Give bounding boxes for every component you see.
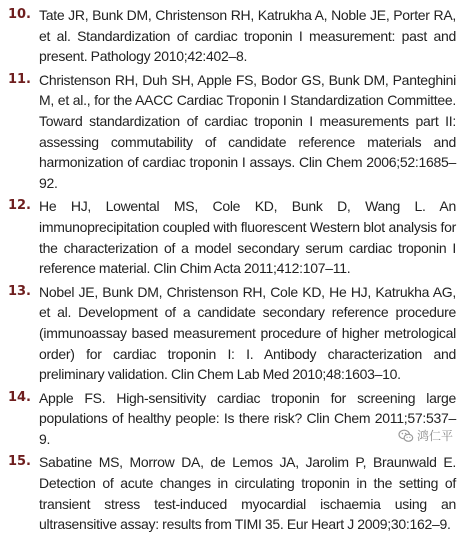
reference-item <box>4 388 456 450</box>
watermark <box>396 427 455 444</box>
reference-text: He HJ, Lowental MS, Cole KD, Bunk D, Wang L. An immunoprecipitation coupled with fluorescent Western blot analysis for the characterization of a model secondary serum cardiac troponin I reference material. Clin Chim Acta 2011;412:107–11. <box>39 198 456 277</box>
reference-item <box>4 282 456 385</box>
reference-text: Christenson RH, Duh SH, Apple FS, Bodor GS, Bunk DM, Panteghini M, et al., for the AACC Cardiac Troponin I Standardization Committee. Toward standardization of cardiac troponin I measurements part II: assessing commutability of candidate reference materials and harmonization of cardiac troponin I assays. Clin Chem 2006;52:1685–92. <box>39 71 456 191</box>
reference-number: 15. <box>7 454 31 470</box>
reference-text: Tate JR, Bunk DM, Christenson RH, Katrukha A, Noble JE, Porter RA, et al. Standardization of cardiac troponin I measurement: past and present. Pathology 2010;42:402–8. <box>39 7 456 65</box>
reference-number: 14. <box>7 389 31 405</box>
reference-item <box>4 196 456 278</box>
reference-text: Sabatine MS, Morrow DA, de Lemos JA, Jarolim P, Braunwald E. Detection of acute changes in circulating troponin in the setting of transient stress test-induced myocardial ischaemia using an ultrasensitive assay: results from TIMI 35. Eur Heart J 2009;30:162–9. <box>39 454 456 533</box>
reference-list <box>4 5 456 538</box>
reference-item <box>4 452 456 534</box>
reference-number: 11. <box>7 71 31 87</box>
watermark-text: 鸿仁平 <box>416 429 453 443</box>
wechat-logo-icon <box>398 428 414 444</box>
reference-number: 10. <box>7 7 31 22</box>
reference-text: Nobel JE, Bunk DM, Christenson RH, Cole KD, He HJ, Katrukha AG, et al. Development of a candidate secondary reference procedure (immunoassay based measurement procedure of higher metrological order) for cardiac troponin I: I. Antibody characterization and preliminary validation. Clin Chem Lab Med 2010;48:1603–10. <box>39 283 456 383</box>
reference-item <box>4 70 456 194</box>
reference-item <box>4 5 456 67</box>
reference-text: Apple FS. High-sensitivity cardiac troponin for screening large populations of healthy people: Is there risk? Clin Chem 2011;57:537–9. <box>39 389 456 447</box>
reference-number: 13. <box>7 283 31 299</box>
reference-number: 12. <box>7 198 31 214</box>
